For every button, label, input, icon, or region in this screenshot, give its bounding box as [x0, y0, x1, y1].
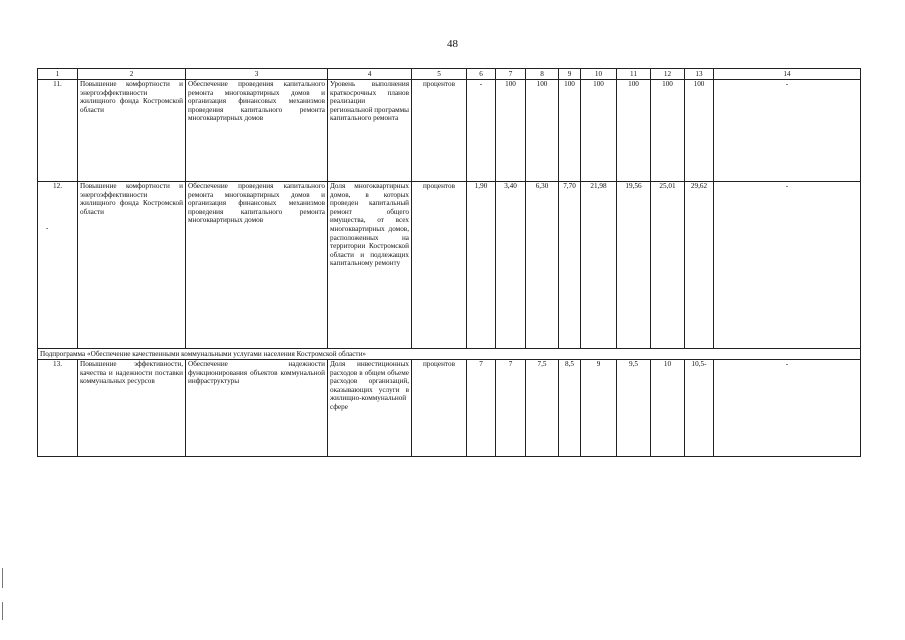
value-cell: 1,90: [467, 182, 496, 349]
col-header: 9: [559, 69, 581, 80]
value-cell: 7,70: [559, 182, 581, 349]
value-cell: 100: [581, 80, 617, 182]
note-cell: -: [714, 360, 861, 457]
col-header: 4: [328, 69, 412, 80]
col-header: 3: [186, 69, 328, 80]
unit-cell: процентов: [412, 182, 467, 349]
col-header: 10: [581, 69, 617, 80]
value-cell: 8,5: [559, 360, 581, 457]
col-header: 7: [496, 69, 526, 80]
col-header: 13: [685, 69, 714, 80]
value-cell: -: [467, 80, 496, 182]
value-cell: 7: [496, 360, 526, 457]
goal-cell: Повышение эффективности, качества и надежности поставки коммунальных ресурсов: [78, 360, 186, 457]
value-cell: 7,5: [526, 360, 559, 457]
task-cell: Обеспечение проведения капитального ремонта многоквартирных домов и организация финансовых механизмов проведения капитального ремонта многоквартирных домов: [186, 80, 328, 182]
task-cell: Обеспечение надежности функционирования объектов коммунальной инфраструктуры: [186, 360, 328, 457]
value-cell: 100: [526, 80, 559, 182]
page-number: 48: [447, 38, 458, 50]
value-cell: 29,62: [685, 182, 714, 349]
goal-cell: Повышение комфортности и энергоэффективности жилищного фонда Костромской области: [78, 182, 186, 349]
value-cell: 100: [496, 80, 526, 182]
table-row: [38, 80, 861, 182]
indicator-cell: Доля инвестиционных расходов в общем объеме расходов организаций, оказывающих услуги в жилищно-коммунальной сфере: [328, 360, 412, 457]
col-header: 14: [714, 69, 861, 80]
col-header: 2: [78, 69, 186, 80]
col-header: 5: [412, 69, 467, 80]
value-cell: 100: [559, 80, 581, 182]
col-header: 1: [38, 69, 78, 80]
col-header: 6: [467, 69, 496, 80]
unit-cell: процентов: [412, 80, 467, 182]
row-number: 12.: [38, 182, 78, 349]
value-cell: 9: [581, 360, 617, 457]
column-number-row: [38, 69, 861, 80]
note-cell: -: [714, 182, 861, 349]
scan-edge-mark: [2, 602, 3, 620]
subprogram-title: Подпрограмма «Обеспечение качественными коммунальными услугами населения Костромской области»: [38, 349, 861, 360]
value-cell: 10: [651, 360, 685, 457]
table-row: [38, 360, 861, 457]
value-cell: 100: [651, 80, 685, 182]
note-cell: -: [714, 80, 861, 182]
row-number: 11.: [38, 80, 78, 182]
unit-cell: процентов: [412, 360, 467, 457]
indicator-cell: Доля многоквартирных домов, в которых проведен капитальный ремонт общего имущества, от всех многоквартирных домов, расположенных на территории Костромской области и подлежащих капитальному ремонту: [328, 182, 412, 349]
col-header: 12: [651, 69, 685, 80]
value-cell: 21,98: [581, 182, 617, 349]
table-row: [38, 182, 861, 349]
margin-mark: -: [46, 224, 49, 232]
value-cell: 7: [467, 360, 496, 457]
col-header: 11: [617, 69, 651, 80]
task-cell: Обеспечение проведения капитального ремонта многоквартирных домов и организация финансовых механизмов проведения капитального ремонта многоквартирных домов: [186, 182, 328, 349]
value-cell: 100: [685, 80, 714, 182]
value-cell: 10,5-: [685, 360, 714, 457]
col-header: 8: [526, 69, 559, 80]
value-cell: 9,5: [617, 360, 651, 457]
value-cell: 25,01: [651, 182, 685, 349]
value-cell: 19,56: [617, 182, 651, 349]
goal-cell: Повышение комфортности и энергоэффективности жилищного фонда Костромской области: [78, 80, 186, 182]
value-cell: 6,30: [526, 182, 559, 349]
indicator-cell: Уровень выполнения краткосрочных планов реализации региональной программы капитального ремонта: [328, 80, 412, 182]
value-cell: 100: [617, 80, 651, 182]
value-cell: 3,40: [496, 182, 526, 349]
subprogram-row: [38, 349, 861, 360]
scan-edge-mark: [2, 568, 3, 588]
indicators-table: [37, 68, 861, 457]
row-number: 13.: [38, 360, 78, 457]
